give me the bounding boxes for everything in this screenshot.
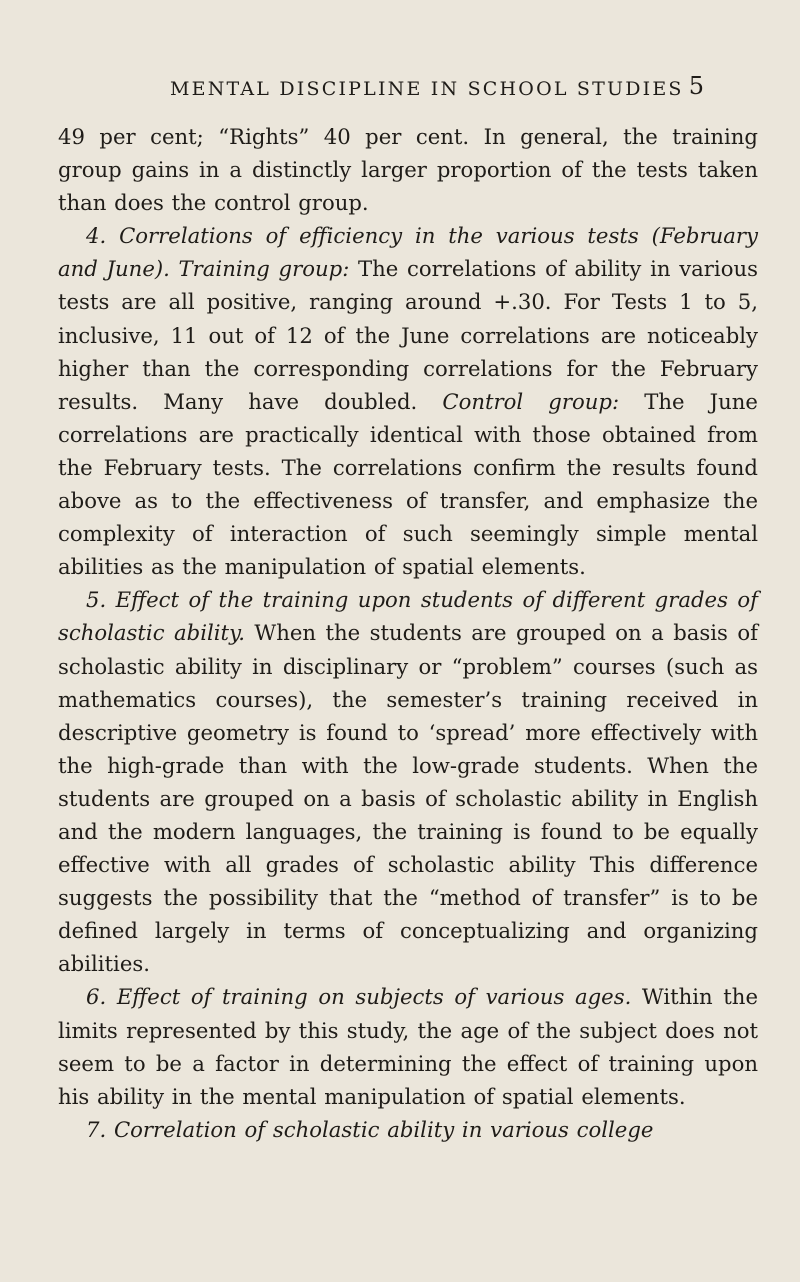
- paragraph-text: 49 per cent; “Rights” 40 per cent. In general, the training group gains in a distinctly larger proportion of the tests taken than does the control group.: [58, 124, 758, 216]
- section-heading-5: 5. Effect of the training upon students of different grades of scholastic ability.: [58, 587, 758, 646]
- paragraph-effect-grades: [58, 583, 758, 980]
- paragraph-correlation-scholastic: [58, 1113, 758, 1146]
- subheading-control-group: Control group:: [442, 388, 620, 414]
- paragraph-text: When the students are grouped on a basis of scholastic ability in disciplinary or “problem” courses (such as mathematics courses), the semester’s training received in descriptive geometry is found to ‘spread’ more effectively with the high-grade than with the low-grade students. When the students are grouped on a basis of scholastic ability in English and the modern languages, the training is found to be equally effective with all grades of scholastic ability This difference suggests the possibility that the “method of transfer” is to be defined largely in terms of conceptualizing and organizing abilities.: [58, 620, 758, 977]
- body-text: [58, 120, 758, 1146]
- page-number: 5: [688, 72, 704, 100]
- paragraph-text: The correlations of ability in various tests are all positive, ranging around +.30. For Tests 1 to 5, inclusive, 11 out of 12 of the June correlations are noticeably higher than the corresponding correlations for the February results. Many have doubled.: [58, 256, 758, 414]
- paragraph-correlations: [58, 219, 758, 583]
- running-head: [58, 72, 758, 112]
- paragraph-effect-ages: [58, 980, 758, 1112]
- section-heading-4: 4. Correlations of efficiency in the various tests (February and June). Training group:: [58, 223, 758, 282]
- running-title: MENTAL DISCIPLINE IN SCHOOL STUDIES: [170, 78, 684, 100]
- paragraph-text: The June correlations are practically identical with those obtained from the February tests. The correlations confirm the results found above as to the effectiveness of transfer, and emphasize the complexity of interaction of such seemingly simple mental abilities as the manipulation of spatial elements.: [58, 388, 758, 580]
- paragraph-continuation: [58, 120, 758, 219]
- section-heading-6: 6. Effect of training on subjects of various ages.: [86, 984, 632, 1010]
- section-heading-7: 7. Correlation of scholastic ability in various college: [86, 1116, 654, 1142]
- paragraph-text: Within the limits represented by this study, the age of the subject does not seem to be a factor in determining the effect of training upon his ability in the mental manipulation of spatial elements.: [58, 984, 758, 1109]
